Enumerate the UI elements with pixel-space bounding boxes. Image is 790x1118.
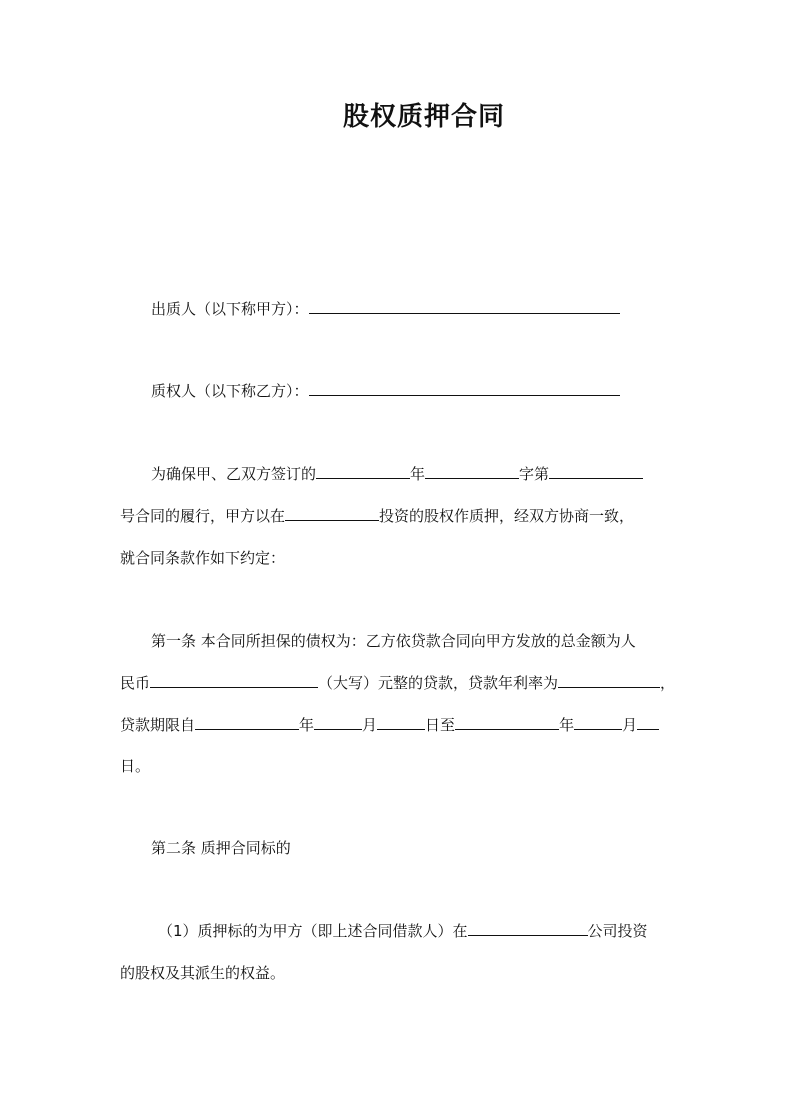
article2-heading-text: 第二条 质押合同标的 [151, 839, 291, 857]
preamble-line-2 [120, 506, 634, 526]
investee-blank[interactable] [285, 506, 379, 521]
article1-line-3 [120, 715, 659, 735]
article1-text-8: 日至 [425, 716, 456, 734]
article2-text-3: 的股权及其派生的权益。 [120, 964, 286, 982]
article1-text-3: （大写）元整的贷款，贷款年利率为 [318, 674, 559, 692]
preamble-line-3 [120, 548, 285, 568]
start-month-blank[interactable] [314, 715, 362, 730]
end-year-blank[interactable] [455, 715, 559, 730]
pledgee-blank[interactable] [309, 381, 620, 396]
preamble-text-6: 就合同条款作如下约定： [120, 549, 286, 567]
preamble-line-1 [151, 464, 643, 484]
start-day-blank[interactable] [377, 715, 425, 730]
article2-heading [151, 838, 291, 858]
preamble-text-5: 投资的股权作质押，经双方协商一致， [379, 507, 635, 525]
end-day-blank[interactable] [637, 715, 659, 730]
article1-text-9: 年 [559, 716, 575, 734]
pledgee-line [151, 381, 620, 401]
article2-line-1 [158, 921, 648, 941]
document-title: 股权质押合同 [342, 102, 505, 132]
pledgor-line [151, 299, 620, 319]
article2-line-2 [120, 963, 285, 983]
preamble-text-3: 字第 [519, 465, 550, 483]
article2-text-2: 公司投资 [587, 922, 648, 940]
contract-party-blank[interactable] [316, 464, 410, 479]
contract-year-blank[interactable] [425, 464, 519, 479]
article1-text-4: ， [660, 674, 676, 692]
end-month-blank[interactable] [574, 715, 622, 730]
article1-text-10: 月 [622, 716, 638, 734]
contract-number-blank[interactable] [549, 464, 643, 479]
pledgor-label: 出质人（以下称甲方）： [151, 300, 309, 318]
article1-text-5: 贷款期限自 [120, 716, 196, 734]
preamble-text-4: 号合同的履行，甲方以在 [120, 507, 286, 525]
article1-text-11: 日。 [120, 757, 151, 775]
company-blank[interactable] [468, 921, 588, 936]
article1-line-4 [120, 756, 150, 776]
preamble-text-1: 为确保甲、乙双方签订的 [151, 465, 317, 483]
article1-line-1 [151, 631, 636, 651]
loan-amount-blank[interactable] [150, 673, 318, 688]
article1-text-6: 年 [299, 716, 315, 734]
preamble-text-2: 年 [410, 465, 426, 483]
article1-text-7: 月 [362, 716, 378, 734]
start-year-blank[interactable] [195, 715, 299, 730]
pledgee-label: 质权人（以下称乙方）： [151, 382, 309, 400]
pledgor-blank[interactable] [309, 299, 620, 314]
article1-text-1: 第一条 本合同所担保的债权为：乙方依贷款合同向甲方发放的总金额为人 [151, 632, 636, 650]
article1-line-2 [120, 673, 675, 693]
article1-text-2: 民币 [120, 674, 151, 692]
interest-rate-blank[interactable] [558, 673, 660, 688]
article2-text-1: （1）质押标的为甲方（即上述合同借款人）在 [158, 922, 468, 940]
